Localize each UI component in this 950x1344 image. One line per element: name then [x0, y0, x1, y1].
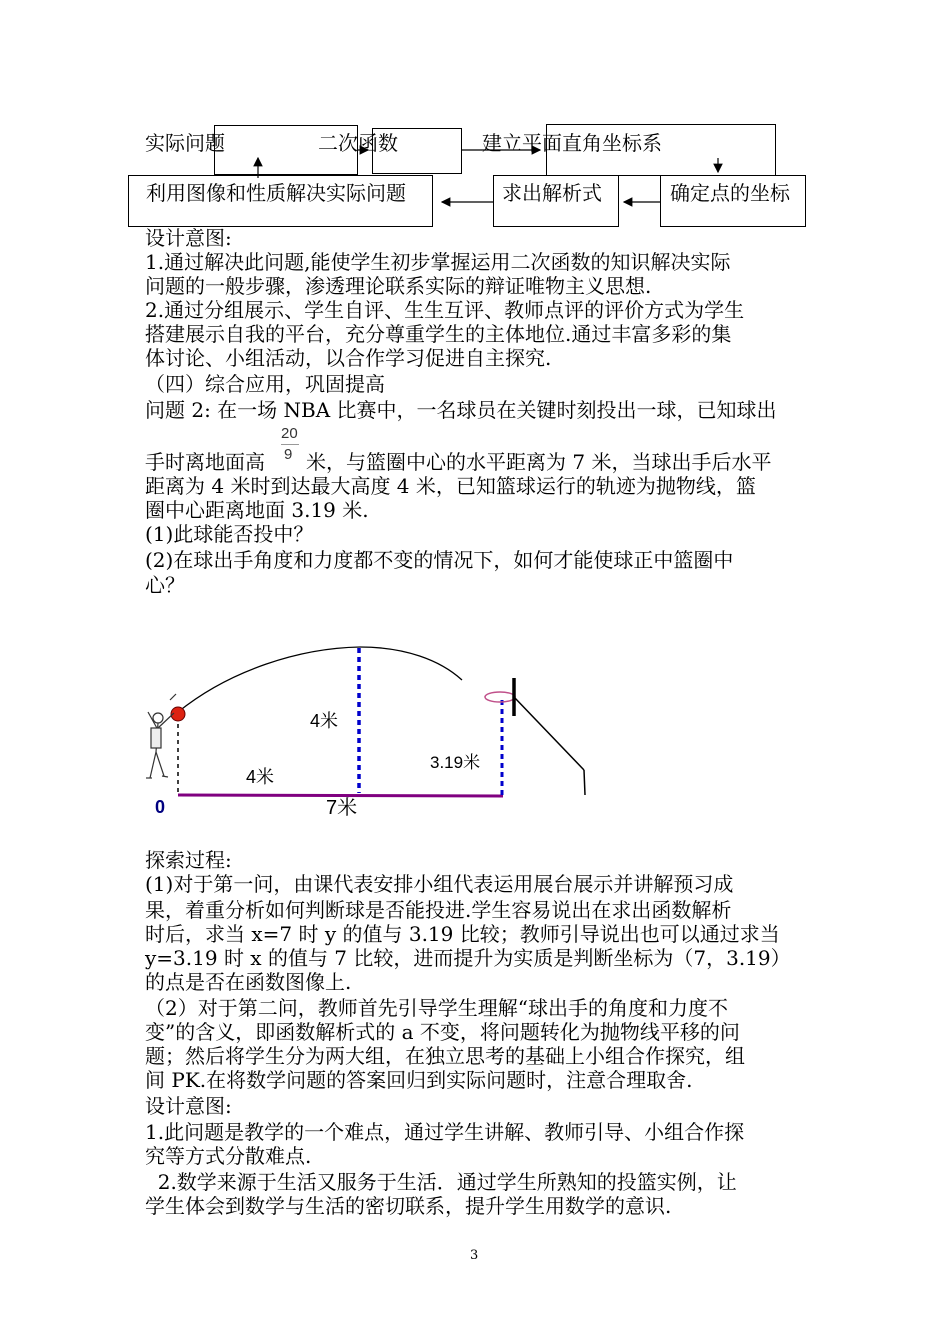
flow-node-find-points: 确定点的坐标	[670, 181, 790, 205]
fraction-numerator: 20	[281, 425, 298, 442]
ground-line	[178, 795, 503, 796]
problem-line: 米，与篮圈中心的水平距离为 7 米，当球出手后水平	[306, 450, 772, 474]
problem-line: 问题 2: 在一场 NBA 比赛中，一名球员在关键时刻投出一球，已知球出	[145, 398, 777, 422]
flow-node-practical-problem: 实际问题	[145, 131, 225, 155]
text-line: 2.通过分组展示、学生自评、生生互评、教师点评的评价方式为学生	[145, 298, 745, 322]
exploration-heading: 探索过程:	[145, 848, 232, 872]
text-line: (1)对于第一问，由课代表安排小组代表运用展台展示并讲解预习成	[145, 872, 734, 896]
label-origin: 0	[155, 797, 166, 817]
hoop-pole	[514, 697, 584, 770]
hoop-pole-base	[584, 770, 585, 795]
text-line: y=3.19 时 x 的值与 7 比较，进而提升为实质是判断坐标为（7，3.19）	[145, 946, 791, 970]
design-intent-heading: 设计意图:	[145, 226, 232, 250]
flow-node-quadratic-function: 二次函数	[318, 131, 398, 155]
flow-node-use-graph: 利用图像和性质解决实际问题	[146, 181, 406, 205]
label-total-distance: 7米	[326, 797, 358, 819]
problem-line: 圈中心距离地面 3.19 米.	[145, 498, 369, 522]
text-line: 1.此问题是教学的一个难点，通过学生讲解、教师引导、小组合作探	[145, 1120, 745, 1144]
problem-line: (2)在球出手角度和力度都不变的情况下，如何才能使球正中篮圈中	[145, 548, 734, 572]
label-rim-height: 3.19米	[430, 753, 481, 772]
text-line: 果，着重分析如何判断球是否能投进.学生容易说出在求出函数解析	[145, 898, 732, 922]
text-line: 1.通过解决此问题,能使学生初步掌握运用二次函数的知识解决实际	[145, 250, 731, 274]
text-line: （2）对于第二问，教师首先引导学生理解“球出手的角度和力度不	[145, 996, 728, 1020]
text-line: 问题的一般步骤，渗透理论联系实际的辩证唯物主义思想.	[145, 274, 652, 298]
flow-node-find-expression: 求出解析式	[502, 181, 602, 205]
player-figure	[146, 694, 176, 778]
label-peak-height: 4米	[310, 711, 339, 731]
problem-line: (1)此球能否投中？	[145, 522, 314, 546]
text-line: 学生体会到数学与生活的密切联系，提升学生用数学的意识.	[145, 1194, 672, 1218]
fraction-denominator: 9	[284, 446, 293, 463]
flow-node-coordinate-system: 建立平面直角坐标系	[482, 131, 662, 155]
text-line: 时后，求当 x=7 时 y 的值与 3.19 比较；教师引导说出也可以通过求当	[145, 922, 780, 946]
problem-line: 距离为 4 米时到达最大高度 4 米，已知篮球运行的轨迹为抛物线，篮	[145, 474, 756, 498]
text-line: 变”的含义，即函数解析式的 a 不变，将问题转化为抛物线平移的问	[145, 1020, 740, 1044]
text-line: 题；然后将学生分为两大组，在独立思考的基础上小组合作探究，组	[145, 1044, 745, 1068]
text-line: 体讨论、小组活动，以合作学习促进自主探究.	[145, 346, 552, 370]
text-line: 间 PK.在将数学问题的答案回归到实际问题时，注意合理取舍.	[145, 1068, 693, 1092]
text-line: 的点是否在函数图像上.	[145, 970, 352, 994]
problem-line: 心？	[145, 573, 185, 597]
label-half-distance: 4米	[246, 767, 275, 787]
text-line: 2.数学来源于生活又服务于生活．通过学生所熟知的投篮实例，让	[145, 1170, 737, 1194]
hoop-rim	[485, 692, 515, 702]
problem-line: 手时离地面高	[145, 450, 265, 474]
text-line: 搭建展示自我的平台，充分尊重学生的主体地位.通过丰富多彩的集	[145, 322, 732, 346]
text-line: 究等方式分散难点.	[145, 1144, 312, 1168]
design-intent-heading: 设计意图:	[145, 1094, 232, 1118]
trajectory-curve	[178, 647, 462, 712]
section-heading: （四）综合应用，巩固提高	[145, 372, 385, 396]
page-number: 3	[470, 1248, 479, 1263]
